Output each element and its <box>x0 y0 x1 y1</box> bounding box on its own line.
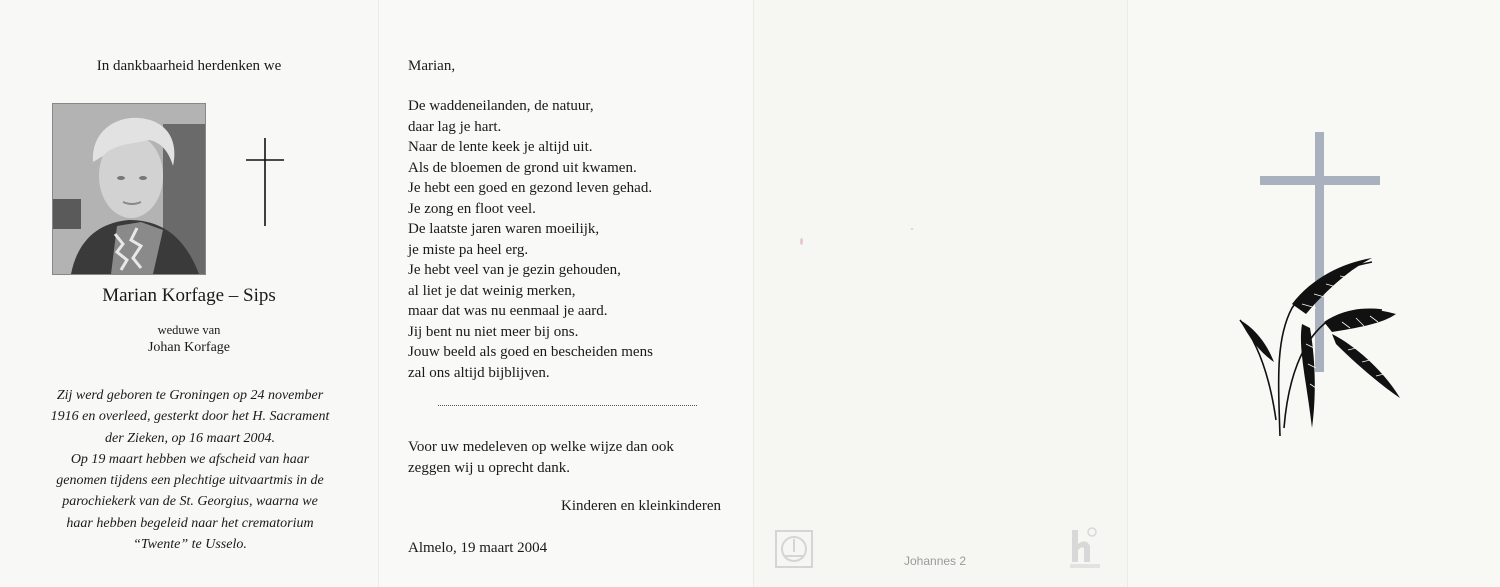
poem-line: Naar de lente keek je altijd uit. <box>408 139 593 155</box>
fold-line <box>1127 0 1128 587</box>
poem-line: De waddeneilanden, de natuur, <box>408 98 594 114</box>
husband-name: Johan Korfage <box>147 340 231 355</box>
salutation: Marian, <box>408 58 456 74</box>
biography-line: parochiekerk van de St. Georgius, waarna we <box>62 494 318 510</box>
panel-blank <box>753 0 1127 587</box>
poem-line: Jij bent nu niet meer bij ons. <box>408 323 579 340</box>
poem-line: De laatste jaren waren moeilijk, <box>408 221 600 237</box>
biography-line: Op 19 maart hebben we afscheid van haar <box>70 451 310 467</box>
reference-code: Johannes 2 <box>904 554 967 568</box>
biography-line: 1916 en overleed, gesterkt door het H. Sacrament <box>50 409 330 425</box>
poem-line: Als de bloemen de grond uit kwamen. <box>408 159 637 176</box>
paper-speck <box>911 228 913 230</box>
portrait-photo <box>52 103 206 275</box>
publisher-logo-icon <box>1068 524 1102 570</box>
biography-line: Zij werd geboren te Groningen op 24 november <box>56 388 324 403</box>
fold-line <box>378 0 379 587</box>
deceased-name: Marian Korfage – Sips <box>102 285 276 306</box>
poem-line: je miste pa heel erg. <box>408 241 529 258</box>
signature: Kinderen en kleinkinderen <box>561 498 721 514</box>
poem-line: al liet je dat weinig merken, <box>408 282 576 299</box>
cross-with-wheat-icon <box>1232 128 1407 440</box>
poem-line: Jouw beeld als goed en bescheiden mens <box>408 344 653 360</box>
dotted-divider <box>438 405 697 406</box>
cross-icon <box>246 138 284 226</box>
intro-text: In dankbaarheid herdenken we <box>96 58 282 74</box>
printer-logo-icon <box>775 530 813 568</box>
poem-line: Je hebt veel van je gezin gehouden, <box>408 262 621 278</box>
biography <box>40 385 340 555</box>
biography-line: der Zieken, op 16 maart 2004. <box>105 430 275 446</box>
poem-line: zal ons altijd bijblijven. <box>408 364 550 381</box>
poem-line: Je zong en floot veel. <box>408 200 536 217</box>
biography-line: “Twente” te Usselo. <box>133 537 247 553</box>
thanks-line: zeggen wij u oprecht dank. <box>408 460 571 476</box>
poem-line: daar lag je hart. <box>408 118 502 135</box>
thanks-text <box>408 437 674 479</box>
poem-line: Je hebt een goed en gezond leven gehad. <box>408 180 653 196</box>
thanks-line: Voor uw medeleven op welke wijze dan ook <box>408 439 674 455</box>
poem-line: maar dat was nu eenmaal je aard. <box>408 303 608 319</box>
place-date: Almelo, 19 maart 2004 <box>408 540 548 556</box>
paper-speck <box>800 238 803 245</box>
fold-line <box>753 0 754 587</box>
widow-label: weduwe van <box>157 323 221 337</box>
biography-line: haar hebben begeleid naar het crematorium <box>66 515 314 531</box>
poem <box>408 96 653 383</box>
biography-line: genomen tijdens een plechtige uitvaartmis in de <box>56 473 324 489</box>
